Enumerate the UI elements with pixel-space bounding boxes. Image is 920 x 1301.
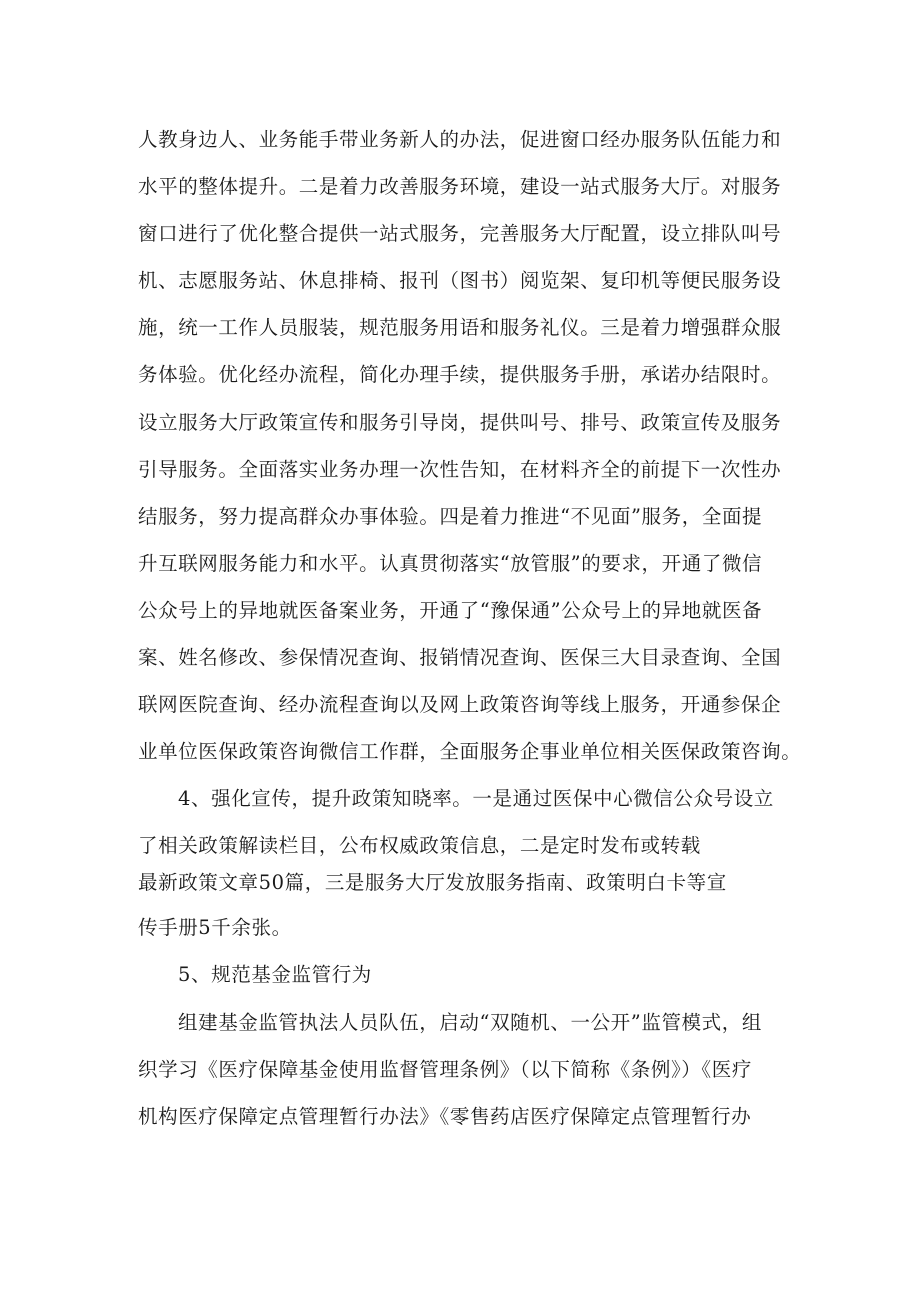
body-line: 案、姓名修改、参保情况查询、报销情况查询、医保三大目录查询、全国 xyxy=(138,646,782,669)
body-line: 施，统一工作人员服装，规范服务用语和服务礼仪。三是着力增强群众服 xyxy=(138,316,782,339)
body-line: 联网医院查询、经办流程查询以及网上政策咨询等线上服务，开通参保企 xyxy=(138,693,782,716)
section-4-heading-line: 4、强化宣传，提升政策知晓率。一是通过医保中心微信公众号设立 xyxy=(178,787,774,810)
body-line: 传手册5千余张。 xyxy=(138,916,292,939)
body-line: 织学习《医疗保障基金使用监督管理条例》（以下简称《条例》）《医疗 xyxy=(138,1058,752,1081)
body-line: 水平的整体提升。二是着力改善服务环境，建设一站式服务大厅。对服务 xyxy=(138,175,782,198)
body-line: 业单位医保政策咨询微信工作群，全面服务企事业单位相关医保政策咨询。 xyxy=(138,740,802,763)
body-line: 了相关政策解读栏目，公布权威政策信息，二是定时发布或转载 xyxy=(138,834,701,857)
section-5-heading: 5、规范基金监管行为 xyxy=(178,963,372,986)
body-line: 引导服务。全面落实业务办理一次性告知，在材料齐全的前提下一次性办 xyxy=(138,458,782,481)
body-line: 设立服务大厅政策宣传和服务引导岗，提供叫号、排号、政策宣传及服务 xyxy=(138,411,782,434)
body-line: 务体验。优化经办流程，简化办理手续，提供服务手册，承诺办结限时。 xyxy=(138,363,782,386)
body-line: 组建基金监管执法人员队伍，启动“双随机、一公开”监管模式，组 xyxy=(178,1011,762,1034)
body-line: 公众号上的异地就医备案业务，开通了“豫保通”公众号上的异地就医备 xyxy=(138,599,763,622)
body-line: 最新政策文章50篇，三是服务大厅发放服务指南、政策明白卡等宣 xyxy=(138,871,727,894)
body-line: 升互联网服务能力和水平。认真贯彻落实“放管服”的要求，开通了微信 xyxy=(138,552,763,575)
body-line: 机、志愿服务站、休息排椅、报刊（图书）阅览架、复印机等便民服务设 xyxy=(138,269,782,292)
body-line: 人教身边人、业务能手带业务新人的办法，促进窗口经办服务队伍能力和 xyxy=(138,128,782,151)
body-line: 结服务，努力提高群众办事体验。四是着力推进“不见面”服务，全面提 xyxy=(138,505,763,528)
body-line: 机构医疗保障定点管理暂行办法》《零售药店医疗保障定点管理暂行办 xyxy=(138,1105,752,1128)
body-line: 窗口进行了优化整合提供一站式服务，完善服务大厅配置，设立排队叫号 xyxy=(138,222,782,245)
